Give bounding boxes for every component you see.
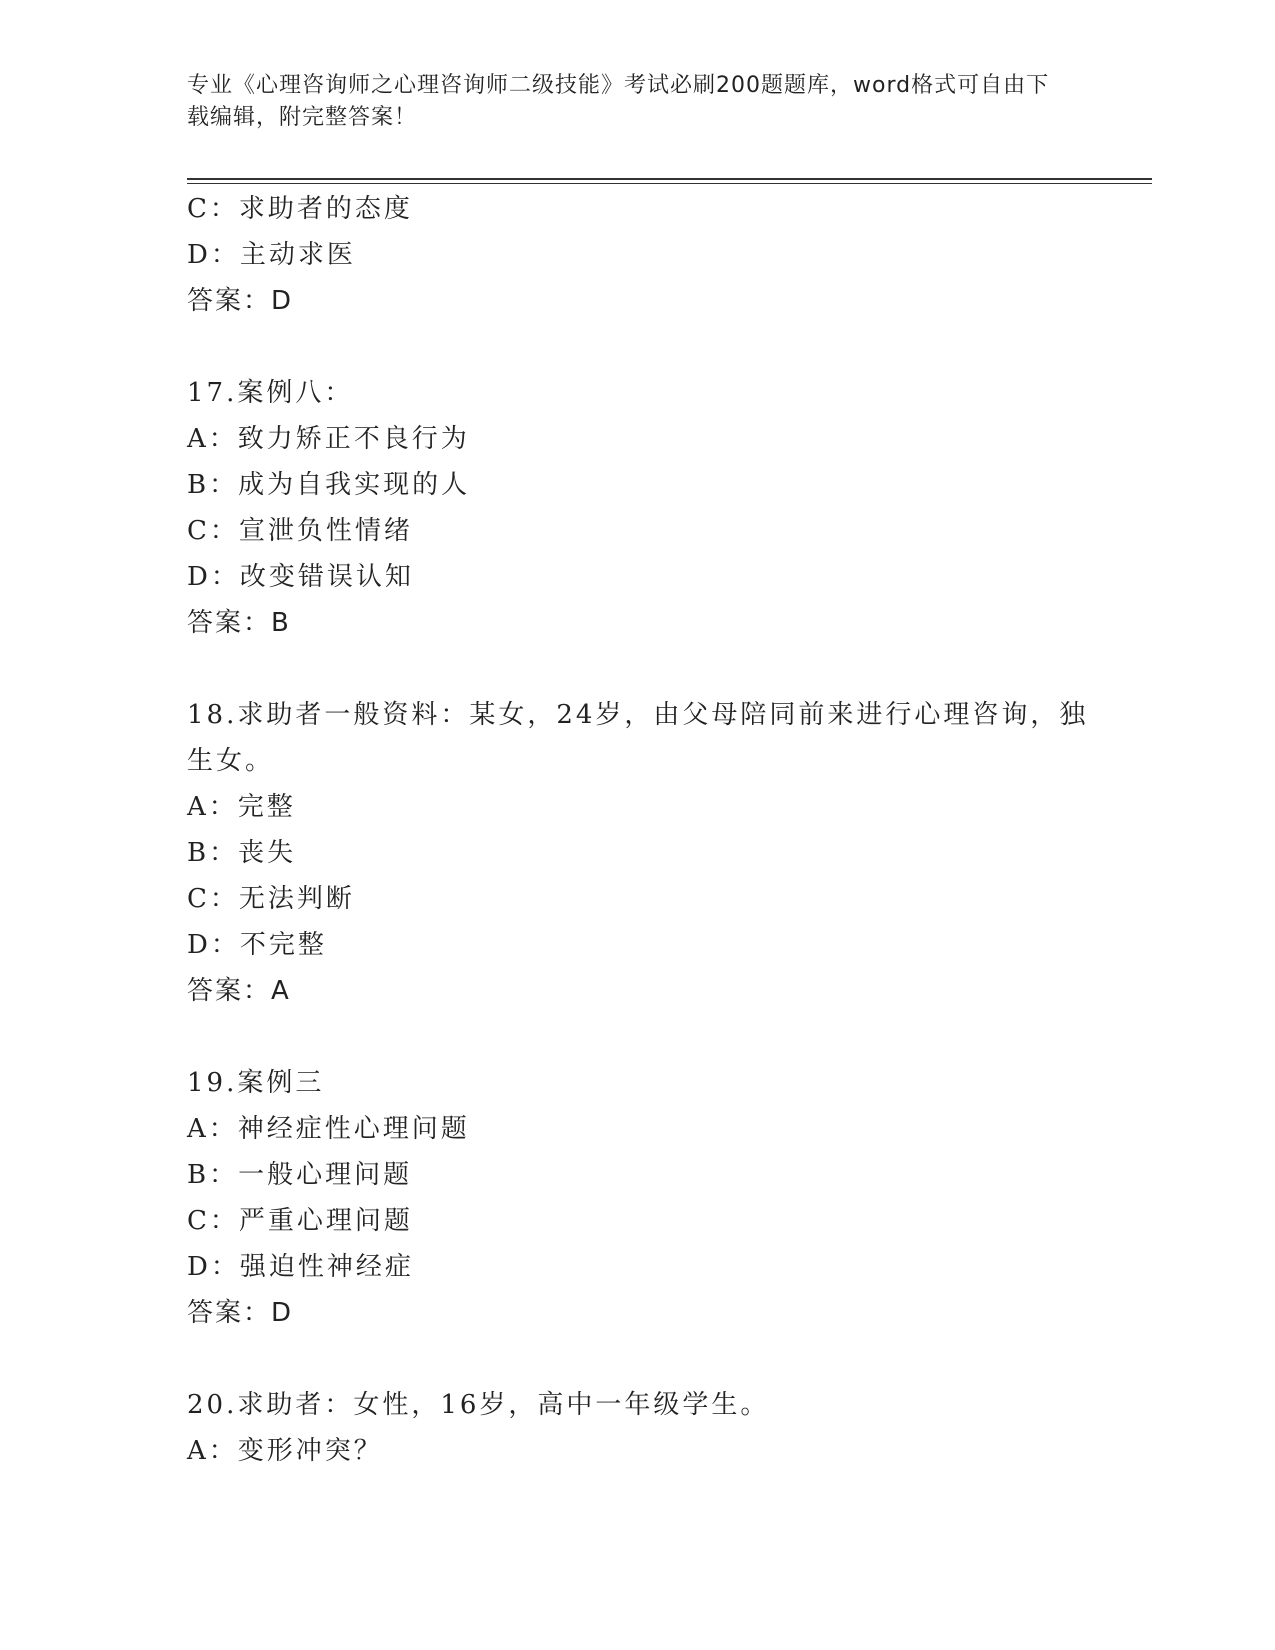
option-a: A：致力矫正不良行为 bbox=[187, 424, 470, 454]
question-stem: 17.案例八： bbox=[187, 378, 354, 408]
question-stem: 20.求助者：女性，16岁，高中一年级学生。 bbox=[187, 1390, 770, 1420]
option-d: D：改变错误认知 bbox=[187, 562, 414, 592]
question-17 bbox=[187, 370, 1087, 646]
answer-line: 答案：D bbox=[187, 286, 294, 316]
answer-line: 答案：D bbox=[187, 1298, 294, 1328]
question-list bbox=[187, 186, 1087, 1474]
option-b: B：一般心理问题 bbox=[187, 1160, 413, 1190]
answer-line: 答案：B bbox=[187, 608, 291, 638]
option-b: B：成为自我实现的人 bbox=[187, 470, 471, 500]
option-c: C：严重心理问题 bbox=[187, 1206, 413, 1236]
option-c: C：求助者的态度 bbox=[187, 194, 413, 224]
option-a: A：神经症性心理问题 bbox=[187, 1114, 470, 1144]
option-d: D：强迫性神经症 bbox=[187, 1252, 414, 1282]
question-18 bbox=[187, 692, 1087, 1014]
question-20 bbox=[187, 1382, 1087, 1474]
answer-line: 答案：A bbox=[187, 976, 291, 1006]
header-rule-thin bbox=[187, 183, 1152, 184]
option-d: D：不完整 bbox=[187, 930, 327, 960]
prev-question bbox=[187, 186, 1087, 324]
option-a: A：变形冲突？ bbox=[187, 1436, 383, 1466]
question-19 bbox=[187, 1060, 1087, 1336]
document-header bbox=[187, 70, 1067, 134]
header-rule-thick bbox=[187, 178, 1152, 180]
option-d: D：主动求医 bbox=[187, 240, 356, 270]
question-stem-line2: 生女。 bbox=[187, 746, 275, 776]
header-text: 专业《心理咨询师之心理咨询师二级技能》考试必刷200题题库，word格式可自由下载编辑，附完整答案！ bbox=[187, 73, 1050, 130]
question-stem-line1: 18.求助者一般资料：某女，24岁，由父母陪同前来进行心理咨询，独 bbox=[187, 700, 1089, 730]
question-stem: 19.案例三 bbox=[187, 1068, 325, 1098]
option-c: C：宣泄负性情绪 bbox=[187, 516, 413, 546]
option-b: B：丧失 bbox=[187, 838, 297, 868]
option-a: A：完整 bbox=[187, 792, 296, 822]
option-c: C：无法判断 bbox=[187, 884, 355, 914]
